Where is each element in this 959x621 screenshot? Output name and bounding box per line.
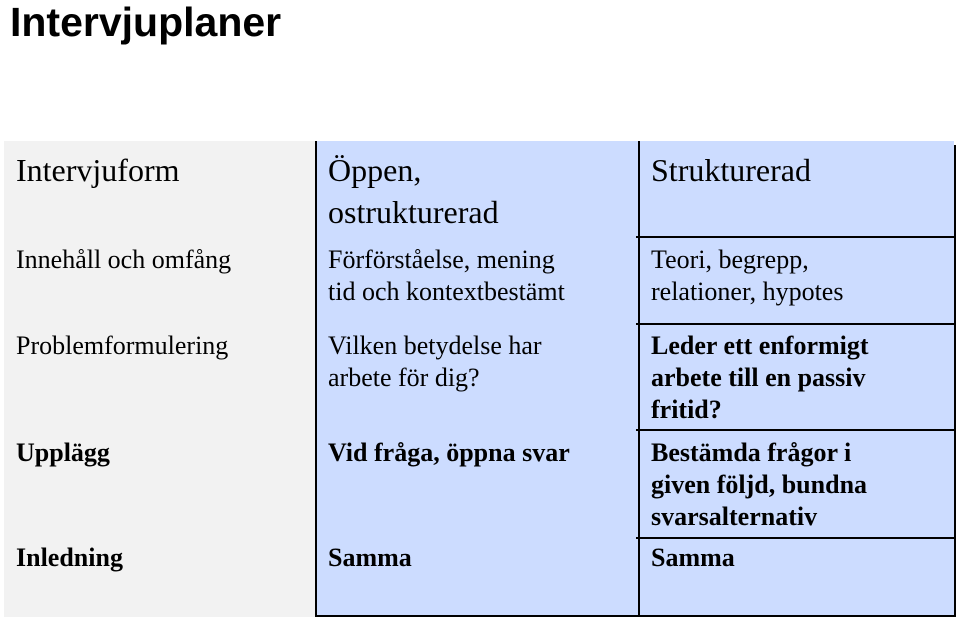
cell-structured-layout-line1: Bestämda frågor i: [651, 438, 852, 467]
header-label: Intervjuform: [16, 152, 180, 188]
cell-structured-problem-line2: arbete till en passiv: [651, 363, 866, 392]
cell-open-layout: Vid fråga, öppna svar: [328, 438, 570, 467]
page-title: Intervjuplaner: [10, 0, 282, 45]
row-divider: [636, 429, 954, 431]
cell-open-problem-line1: Vilken betydelse har: [328, 331, 542, 360]
cell-structured-content-line2: relationer, hypotes: [651, 277, 844, 306]
header-open-line2: ostrukturerad: [328, 194, 499, 230]
row-label-layout: Upplägg: [16, 438, 110, 467]
row-label-intro: Inledning: [16, 543, 123, 572]
cell-open-content-line2: tid och kontextbestämt: [328, 277, 565, 306]
cell-open-problem-line2: arbete för dig?: [328, 363, 480, 392]
cell-structured-layout-line2: given följd, bundna: [651, 470, 868, 499]
cell-open-intro: Samma: [328, 543, 412, 572]
cell-structured-intro: Samma: [651, 543, 735, 572]
header-structured: Strukturerad: [651, 152, 811, 188]
cell-open-content-line1: Förförståelse, mening: [328, 245, 555, 274]
cell-structured-problem-line3: fritid?: [651, 395, 722, 424]
row-divider: [636, 537, 954, 539]
cell-structured-layout-line3: svarsalternativ: [651, 502, 818, 531]
cell-structured-content-line1: Teori, begrepp,: [651, 245, 809, 274]
cell-structured-problem-line1: Leder ett enformigt: [651, 331, 869, 360]
row-divider: [636, 236, 954, 238]
row-label-problem: Problemformulering: [16, 331, 229, 360]
row-label-content: Innehåll och omfång: [16, 245, 232, 274]
header-open-line1: Öppen,: [328, 152, 422, 188]
row-divider: [636, 323, 954, 325]
